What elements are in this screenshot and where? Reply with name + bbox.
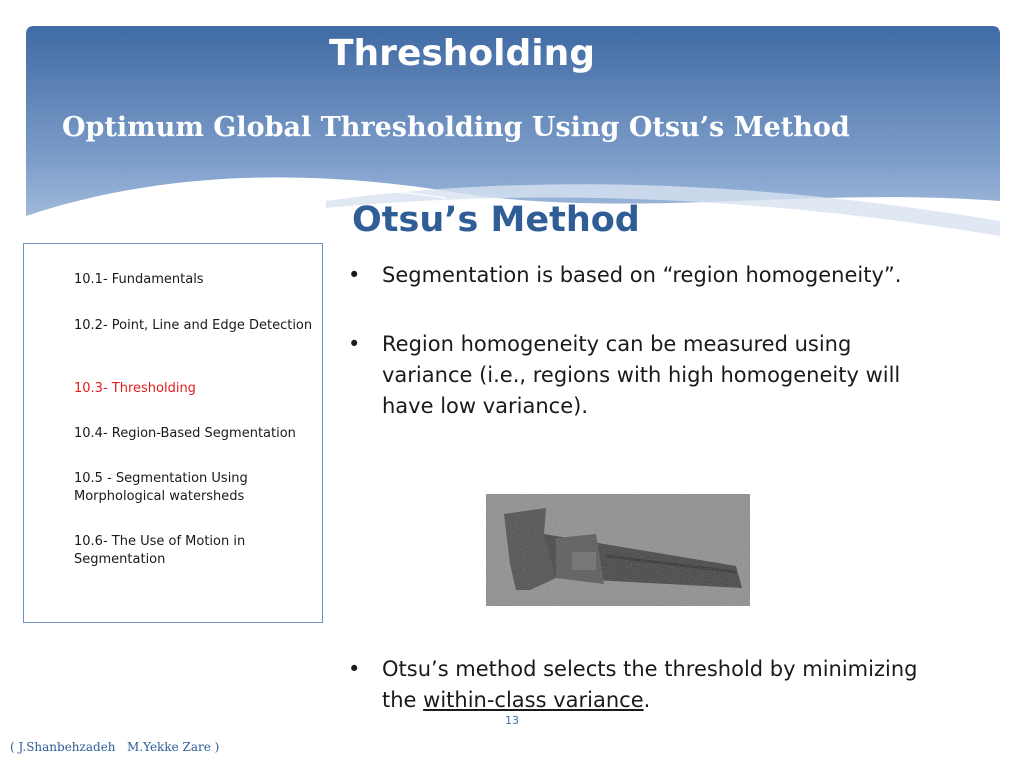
wrench-illustration bbox=[486, 494, 750, 606]
toc-item-region-based[interactable]: 10.4- Region-Based Segmentation bbox=[74, 426, 296, 441]
bullet-text-suffix: . bbox=[643, 688, 651, 712]
bullet-text: Region homogeneity can be measured using variance (i.e., regions with high homogeneity will have low variance). bbox=[382, 332, 901, 418]
page-number: 13 bbox=[505, 714, 519, 727]
within-class-variance-link[interactable]: within-class variance bbox=[423, 688, 644, 712]
toc-item-motion[interactable]: 10.6- The Use of Motion in Segmentation bbox=[74, 534, 246, 567]
wrench-image bbox=[486, 494, 750, 606]
bullet-marker: • bbox=[348, 332, 361, 356]
bullet-text bbox=[382, 654, 945, 716]
bullet-item bbox=[345, 329, 945, 422]
table-of-contents bbox=[23, 243, 323, 623]
slide-title: Thresholding bbox=[329, 33, 595, 74]
toc-item-thresholding[interactable]: 10.3- Thresholding bbox=[74, 381, 196, 396]
footer-authors: ( J.Shanbehzadeh M.Yekke Zare ) bbox=[10, 740, 220, 754]
bullet-text: Segmentation is based on “region homogeneity”. bbox=[382, 263, 902, 287]
toc-item-point-line-edge[interactable]: 10.2- Point, Line and Edge Detection bbox=[74, 318, 313, 333]
section-heading: Otsu’s Method bbox=[352, 200, 640, 240]
bullet-item bbox=[345, 260, 945, 291]
toc-item-watersheds[interactable]: 10.5 - Segmentation Using Morphological watersheds bbox=[74, 471, 248, 504]
bullet-item bbox=[345, 654, 945, 716]
slide-subtitle: Optimum Global Thresholding Using Otsu’s Method bbox=[62, 112, 850, 143]
bullet-marker: • bbox=[348, 263, 361, 287]
bullet-text-prefix: Otsu’s method selects the threshold by minimizing the bbox=[382, 657, 918, 712]
bullet-marker: • bbox=[348, 657, 361, 681]
toc-item-fundamentals[interactable]: 10.1- Fundamentals bbox=[74, 272, 204, 287]
